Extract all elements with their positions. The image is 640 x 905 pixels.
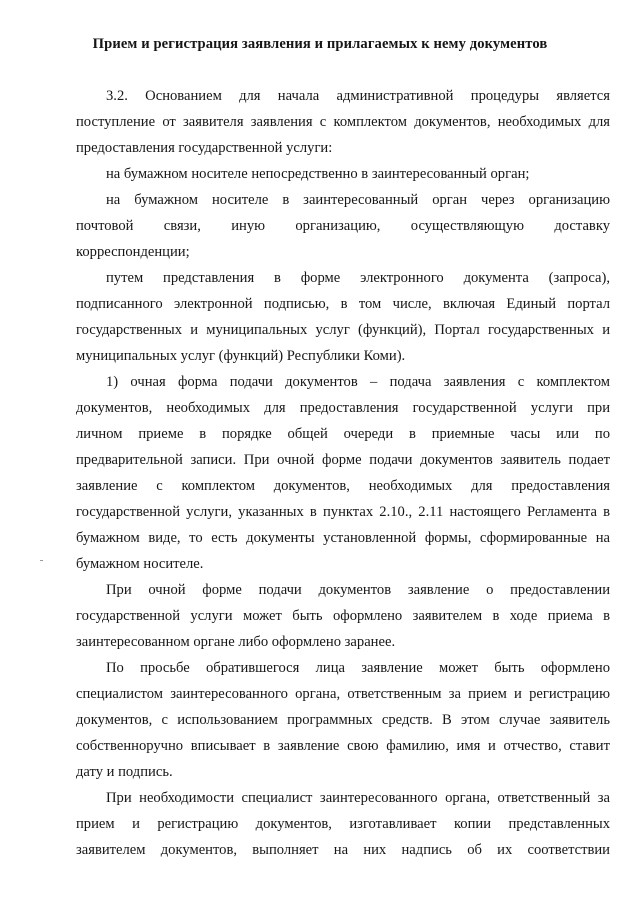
text-line: При необходимости специалист заинтересованного органа, ответственный за (106, 790, 610, 806)
text-line: документов, необходимых для предоставления государственной услуги при (76, 400, 610, 416)
text-line: 1) очная форма подачи документов – подача заявления с комплектом (106, 374, 610, 390)
text-line: поступление от заявителя заявления с комплектом документов, необходимых для (76, 114, 610, 130)
text-line: заявителем документов, выполняет на них надпись об их соответствии (76, 842, 610, 858)
text-line: почтовой связи, иную организацию, осуществляющую доставку (76, 218, 610, 234)
text-line: собственноручно вписывает в заявление свою фамилию, имя и отчество, ставит (76, 738, 610, 754)
text-line: документов, с использованием программных средств. В этом случае заявитель (76, 712, 610, 728)
text-line: путем представления в форме электронного документа (запроса), (106, 270, 610, 286)
text-line: государственной услуги, указанных в пунктах 2.10., 2.11 настоящего Регламента в (76, 504, 610, 520)
text-line: муниципальных услуг (функций) Республики Коми). (76, 348, 406, 364)
text-line: бумажном носителе. (76, 556, 204, 572)
text-line: заявление с комплектом документов, необходимых для предоставления (76, 478, 610, 494)
text-line: дату и подпись. (76, 764, 173, 780)
text-line: личном приеме в порядке общей очереди в приемные часы или по (76, 426, 610, 442)
text-line: 3.2. Основанием для начала административной процедуры является (106, 88, 610, 104)
margin-mark (40, 560, 43, 561)
text-line: на бумажном носителе в заинтересованный орган через организацию (106, 192, 610, 208)
text-line: прием и регистрацию документов, изготавливает копии представленных (76, 816, 610, 832)
text-line: государственных и муниципальных услуг (функций), Портал государственных и (76, 322, 610, 338)
text-line: По просьбе обратившегося лица заявление может быть оформлено (106, 660, 610, 676)
text-line: на бумажном носителе непосредственно в заинтересованный орган; (106, 166, 530, 182)
text-line: подписанного электронной подписью, в том числе, включая Единый портал (76, 296, 610, 312)
text-line: При очной форме подачи документов заявление о предоставлении (106, 582, 610, 598)
text-line: предварительной записи. При очной форме подачи документов заявитель подает (76, 452, 610, 468)
text-line: заинтересованном органе либо оформлено заранее. (76, 634, 396, 650)
section-title: Прием и регистрация заявления и прилагаемых к нему документов (92, 36, 548, 52)
text-line: бумажном виде, то есть документы установленной формы, сформированные на (76, 530, 610, 546)
text-line: государственной услуги может быть оформлено заявителем в ходе приема в (76, 608, 610, 624)
text-line: специалистом заинтересованного органа, ответственным за прием и регистрацию (76, 686, 610, 702)
text-line: предоставления государственной услуги: (76, 140, 333, 156)
text-line: корреспонденции; (76, 244, 190, 260)
